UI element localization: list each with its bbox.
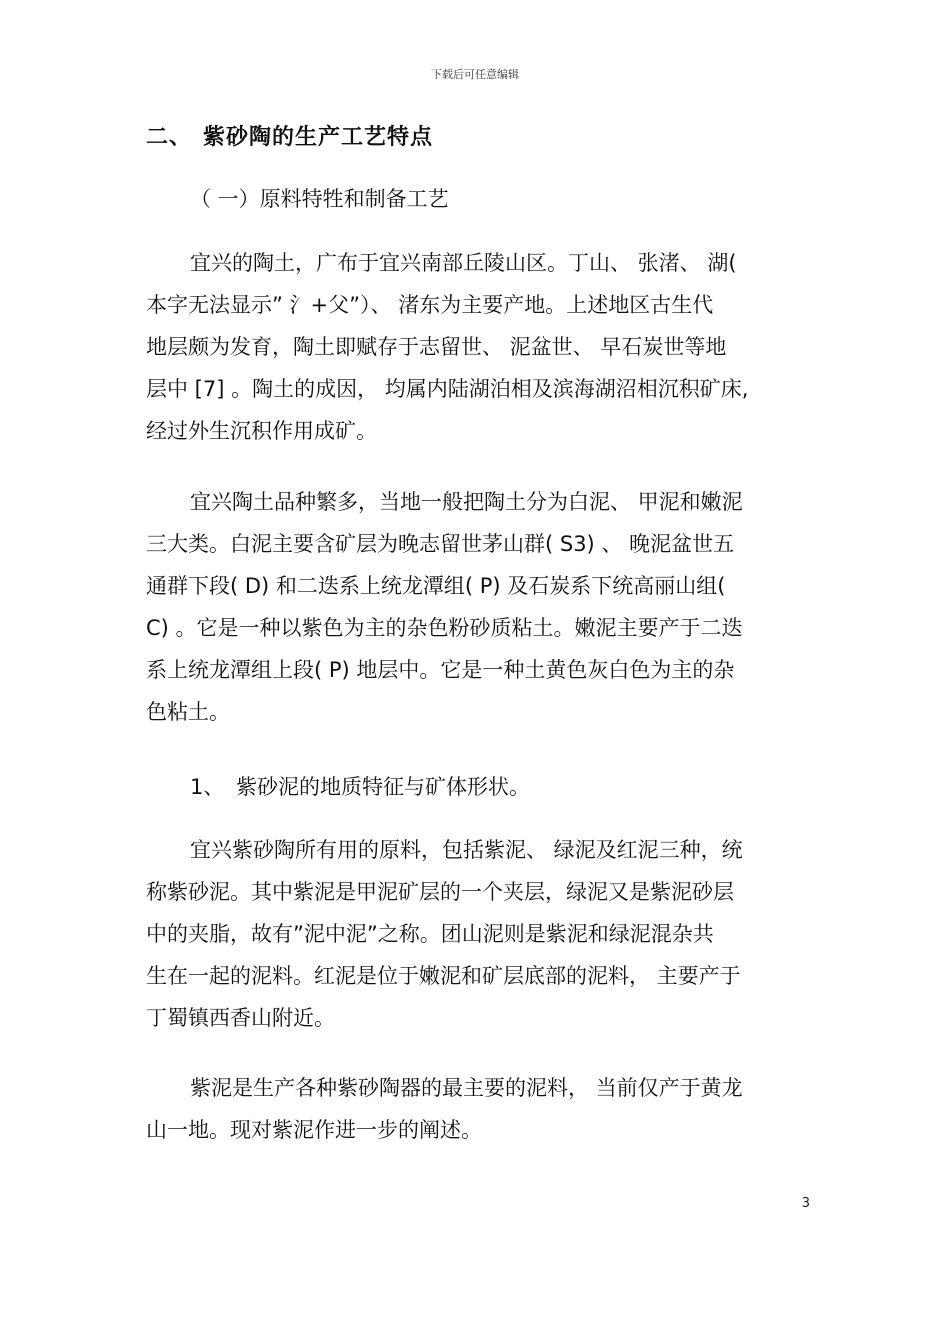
section-heading bbox=[146, 120, 433, 151]
paragraph-line: 生在一起的泥料。红泥是位于嫩泥和矿层底部的泥料， 主要产于 bbox=[146, 964, 741, 988]
paragraph-line: 本字无法显示” 氵+父”）、 渚东为主要产地。上述地区古生代 bbox=[146, 293, 714, 317]
paragraph-line: 山一地。现对紫泥作进一步的阐述。 bbox=[146, 1118, 482, 1142]
section-number: 二、 bbox=[146, 125, 193, 150]
paragraph-line: 色粘土。 bbox=[146, 700, 230, 724]
paragraph-line: C) 。它是一种以紫色为主的杂色粉砂质粘土。嫩泥主要产于二迭 bbox=[146, 616, 743, 640]
subsection-heading: （ 一）原料特牲和制备工艺 bbox=[190, 187, 449, 211]
paragraph-line: 宜兴陶土品种繁多，当地一般把陶土分为白泥、 甲泥和嫩泥 bbox=[190, 490, 743, 514]
paragraph-line: 紫泥是生产各种紫砂陶器的最主要的泥料， 当前仅产于黄龙 bbox=[190, 1076, 743, 1100]
paragraph-line: 地层颇为发育，陶土即赋存于志留世、 泥盆世、 早石炭世等地 bbox=[146, 335, 727, 359]
paragraph-line: 称紫砂泥。其中紫泥是甲泥矿层的一个夹层，绿泥又是紫泥砂层 bbox=[146, 880, 734, 904]
list-item-number: 1、 bbox=[190, 775, 225, 799]
paragraph-line: 层中 [7] 。陶土的成因， 均属内陆湖泊相及滨海湖沼相沉积矿床, bbox=[146, 377, 749, 401]
paragraph-line: 三大类。白泥主要含矿层为晚志留世茅山群( S3) 、 晚泥盆世五 bbox=[146, 532, 735, 556]
paragraph-line: 丁蜀镇西香山附近。 bbox=[146, 1006, 335, 1030]
paragraph-line: 中的夹脂，故有”泥中泥”之称。团山泥则是紫泥和绿泥混杂共 bbox=[146, 922, 714, 946]
paragraph-4 bbox=[146, 1067, 836, 1151]
page-number: 3 bbox=[801, 1196, 810, 1211]
paragraph-line: 宜兴的陶土，广布于宜兴南部丘陵山区。丁山、 张渚、 湖( bbox=[190, 251, 737, 275]
page-header: 下载后可任意编辑 bbox=[431, 68, 519, 81]
list-item-text: 紫砂泥的地质特征与矿体形状。 bbox=[236, 775, 530, 799]
paragraph-line: 宜兴紫砂陶所有用的原料，包括紫泥、 绿泥及红泥三种，统 bbox=[190, 838, 743, 862]
section-title: 紫砂陶的生产工艺特点 bbox=[203, 125, 434, 150]
paragraph-line: 经过外生沉积作用成矿。 bbox=[146, 419, 377, 443]
paragraph-1 bbox=[146, 242, 836, 452]
paragraph-3 bbox=[146, 829, 836, 1039]
list-item bbox=[190, 771, 530, 801]
paragraph-line: 系上统龙潭组上段( P) 地层中。它是一种土黄色灰白色为主的杂 bbox=[146, 658, 735, 682]
paragraph-2 bbox=[146, 481, 836, 733]
paragraph-line: 通群下段( D) 和二迭系上统龙潭组( P) 及石炭系下统高丽山组( bbox=[146, 574, 726, 598]
